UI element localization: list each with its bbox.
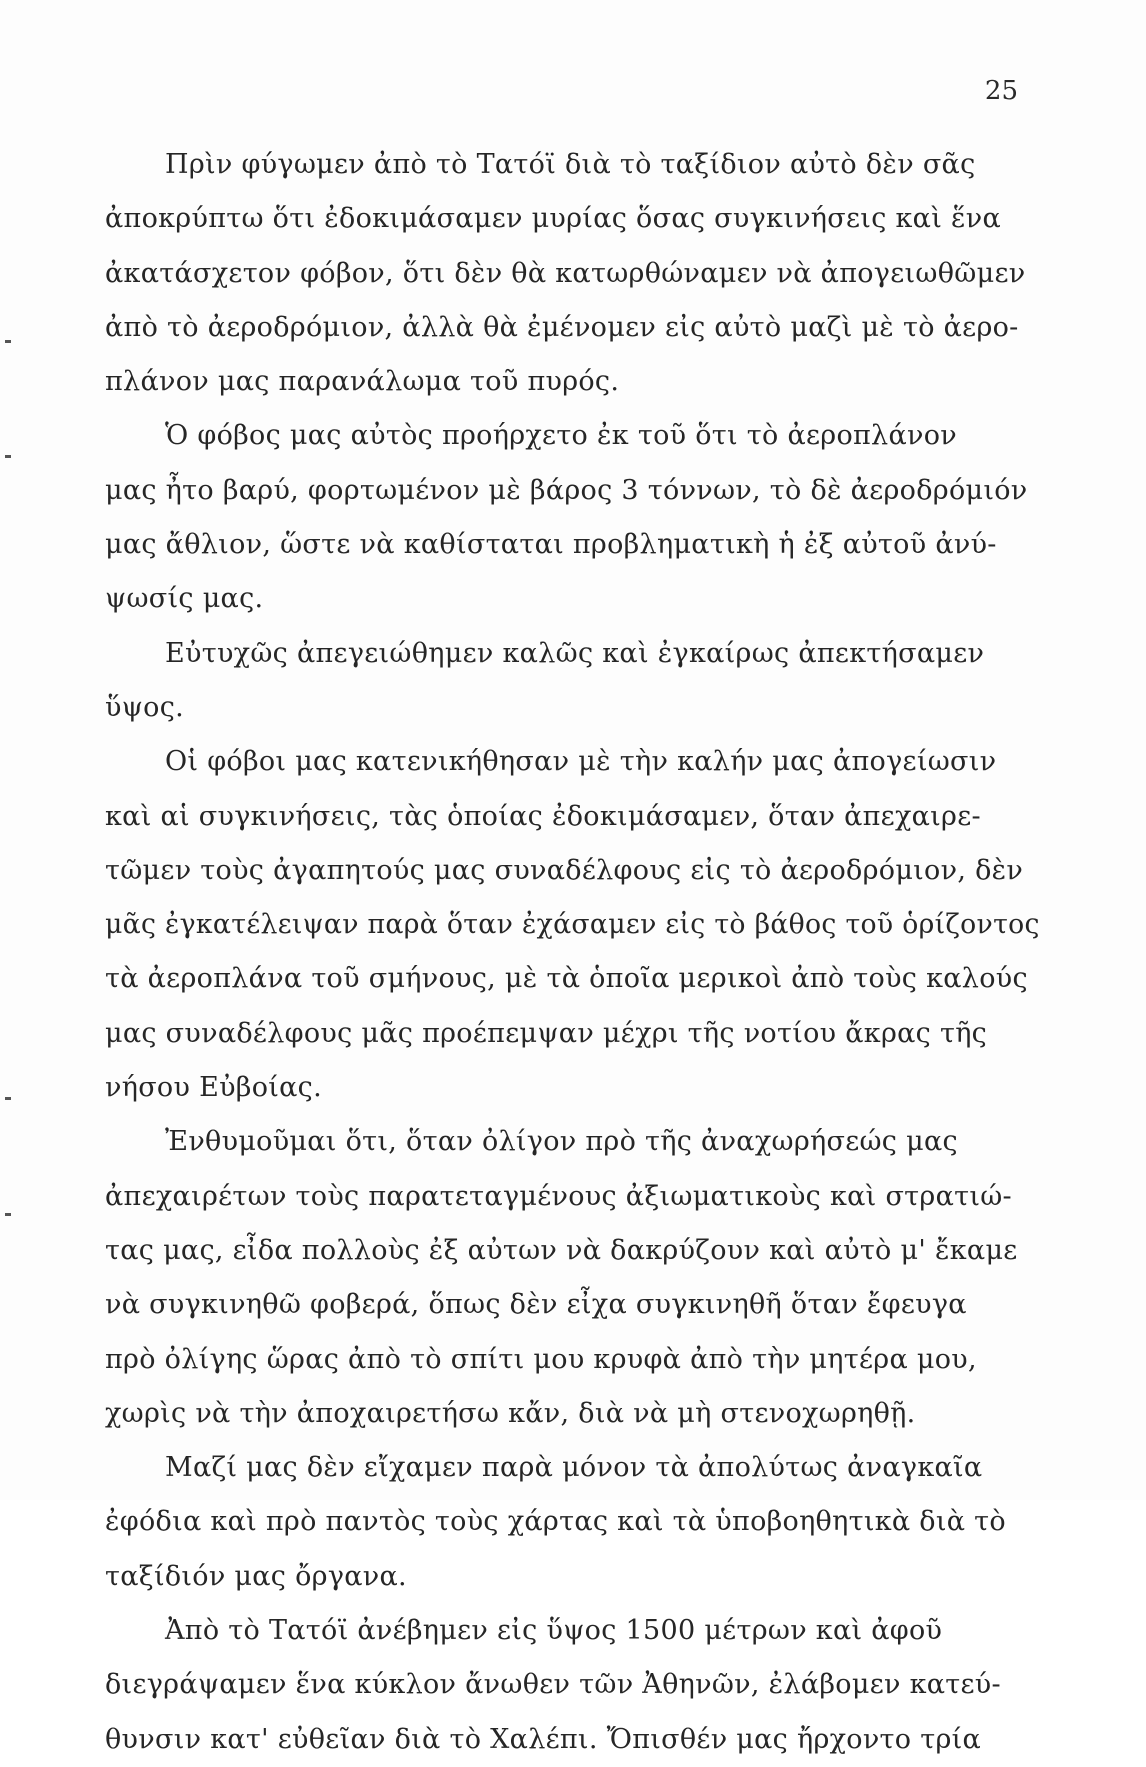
body-text bbox=[105, 138, 1040, 1767]
text-line: πλάνον μας παρανάλωμα τοῦ πυρός. bbox=[105, 366, 620, 398]
text-line: Ἐνθυμοῦμαι ὅτι, ὅταν ὀλίγον πρὸ τῆς ἀναχωρήσεώς μας bbox=[165, 1126, 958, 1158]
text-line: Ἀπὸ τὸ Τατόϊ ἀνέβημεν εἰς ὕψος 1500 μέτρων καὶ ἀφοῦ bbox=[165, 1615, 943, 1647]
text-line: ταξίδιόν μας ὄργανα. bbox=[105, 1560, 407, 1592]
text-line: νὰ συγκινηθῶ φοβερά, ὅπως δὲν εἶχα συγκινηθῆ ὅταν ἔφευγα bbox=[105, 1289, 967, 1321]
text-line: Μαζί μας δὲν εἴχαμεν παρὰ μόνον τὰ ἀπολύτως ἀναγκαῖα bbox=[165, 1452, 983, 1484]
margin-mark bbox=[5, 1097, 11, 1100]
text-line: Εὐτυχῶς ἀπεγειώθημεν καλῶς καὶ ἐγκαίρως ἀπεκτήσαμεν bbox=[165, 637, 985, 669]
page-number: 25 bbox=[984, 76, 1018, 106]
text-line: Πρὶν φύγωμεν ἀπὸ τὸ Τατόϊ διὰ τὸ ταξίδιον αὐτὸ δὲν σᾶς bbox=[165, 149, 976, 180]
text-line: ψωσίς μας. bbox=[105, 583, 264, 615]
text-line: ἐφόδια καὶ πρὸ παντὸς τοὺς χάρτας καὶ τὰ ὑποβοηθητικὰ διὰ τὸ bbox=[105, 1506, 1006, 1538]
text-line: ἀποκρύπτω ὅτι ἐδοκιμάσαμεν μυρίας ὅσας συγκινήσεις καὶ ἕνα bbox=[105, 203, 1002, 235]
text-line: μᾶς ἐγκατέλειψαν παρὰ ὅταν ἐχάσαμεν εἰς τὸ βάθος τοῦ ὁρίζοντος bbox=[105, 909, 1040, 941]
text-line: τῶμεν τοὺς ἀγαπητούς μας συναδέλφους εἰς τὸ ἀεροδρόμιον, δὲν bbox=[105, 854, 1024, 886]
text-line: Ὁ φόβος μας αὐτὸς προήρχετο ἐκ τοῦ ὅτι τὸ ἀεροπλάνον bbox=[165, 420, 957, 452]
text-line: τὰ ἀεροπλάνα τοῦ σμήνους, μὲ τὰ ὁποῖα μερικοὶ ἀπὸ τοὺς καλούς bbox=[105, 963, 1028, 995]
text-line: μας ἄθλιον, ὥστε νὰ καθίσταται προβληματικὴ ἡ ἐξ αὐτοῦ ἀνύ- bbox=[105, 529, 997, 561]
text-line: μας συναδέλφους μᾶς προέπεμψαν μέχρι τῆς νοτίου ἄκρας τῆς bbox=[105, 1017, 988, 1049]
text-line: καὶ αἱ συγκινήσεις, τὰς ὁποίας ἐδοκιμάσαμεν, ὅταν ἀπεχαιρε- bbox=[105, 800, 981, 832]
text-line: μας ἦτο βαρύ, φορτωμένον μὲ βάρος 3 τόννων, τὸ δὲ ἀεροδρόμιόν bbox=[105, 474, 1028, 506]
text-line: ἀπὸ τὸ ἀεροδρόμιον, ἀλλὰ θὰ ἐμένομεν εἰς αὐτὸ μαζὶ μὲ τὸ ἀερο- bbox=[105, 311, 1019, 343]
margin-mark bbox=[5, 455, 11, 458]
text-line: διεγράψαμεν ἕνα κύκλον ἄνωθεν τῶν Ἀθηνῶν, ἐλάβομεν κατεύ- bbox=[105, 1669, 1001, 1701]
text-line: νήσου Εὐβοίας. bbox=[105, 1072, 322, 1104]
text-line: ὕψος. bbox=[105, 691, 185, 723]
text-line: θυνσιν κατ' εὐθεῖαν διὰ τὸ Χαλέπι. Ὄπισθέν μας ἤρχοντο τρία bbox=[105, 1723, 982, 1755]
text-line: ἀπεχαιρέτων τοὺς παρατεταγμένους ἀξιωματικοὺς καὶ στρατιώ- bbox=[105, 1180, 1012, 1212]
text-line: Οἱ φόβοι μας κατενικήθησαν μὲ τὴν καλήν μας ἀπογείωσιν bbox=[165, 746, 997, 778]
text-line: χωρὶς νὰ τὴν ἀποχαιρετήσω κἄν, διὰ νὰ μὴ στενοχωρηθῇ. bbox=[105, 1397, 916, 1429]
text-line: ἀκατάσχετον φόβον, ὅτι δὲν θὰ κατωρθώναμεν νὰ ἀπογειωθῶμεν bbox=[105, 257, 1026, 289]
margin-mark bbox=[5, 1213, 11, 1216]
text-line: πρὸ ὀλίγης ὥρας ἀπὸ τὸ σπίτι μου κρυφὰ ἀπὸ τὴν μητέρα μου, bbox=[105, 1343, 977, 1375]
text-line: τας μας, εἶδα πολλοὺς ἐξ αὐτων νὰ δακρύζουν καὶ αὐτὸ μ' ἔκαμε bbox=[105, 1234, 1018, 1266]
margin-mark bbox=[5, 340, 11, 343]
